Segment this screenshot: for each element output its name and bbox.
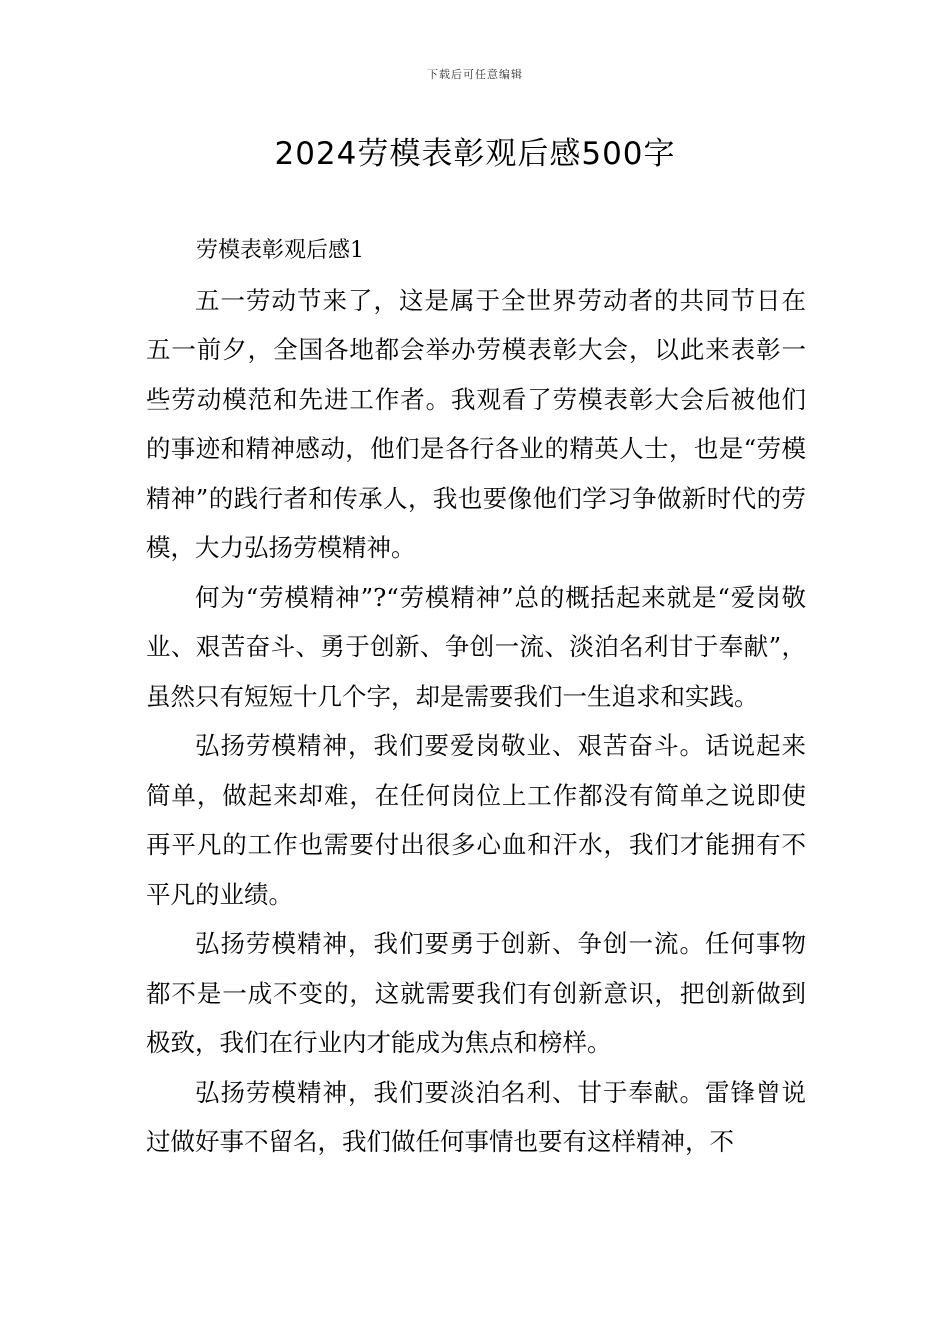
paragraph: 弘扬劳模精神，我们要爱岗敬业、艰苦奋斗。话说起来简单，做起来却难，在任何岗位上工作都没有简单之说即使再平凡的工作也需要付出很多心血和汗水，我们才能拥有不平凡的业绩。 bbox=[146, 731, 806, 909]
document-body bbox=[146, 226, 806, 1167]
header-note: 下载后可任意编辑 bbox=[427, 68, 523, 81]
section-heading: 劳模表彰观后感1 bbox=[196, 238, 364, 263]
document-title: 2024劳模表彰观后感500字 bbox=[274, 136, 676, 172]
paragraph: 弘扬劳模精神，我们要勇于创新、争创一流。任何事物都不是一成不变的，这就需要我们有创新意识，把创新做到极致，我们在行业内才能成为焦点和榜样。 bbox=[146, 929, 806, 1057]
paragraph: 五一劳动节来了，这是属于全世界劳动者的共同节日在五一前夕，全国各地都会举办劳模表彰大会，以此来表彰一些劳动模范和先进工作者。我观看了劳模表彰大会后被他们的事迹和精神感动，他们是各行各业的精英人士，也是“劳模精神”的践行者和传承人，我也要像他们学习争做新时代的劳模，大力弘扬劳模精神。 bbox=[146, 285, 806, 562]
paragraph: 弘扬劳模精神，我们要淡泊名利、甘于奉献。雷锋曾说过做好事不留名，我们做任何事情也要有这样精神，不 bbox=[146, 1077, 806, 1156]
paragraph: 何为“劳模精神”?“劳模精神”总的概括起来就是“爱岗敬业、艰苦奋斗、勇于创新、争创一流、淡泊名利甘于奉献”，虽然只有短短十几个字，却是需要我们一生追求和实践。 bbox=[146, 582, 806, 711]
